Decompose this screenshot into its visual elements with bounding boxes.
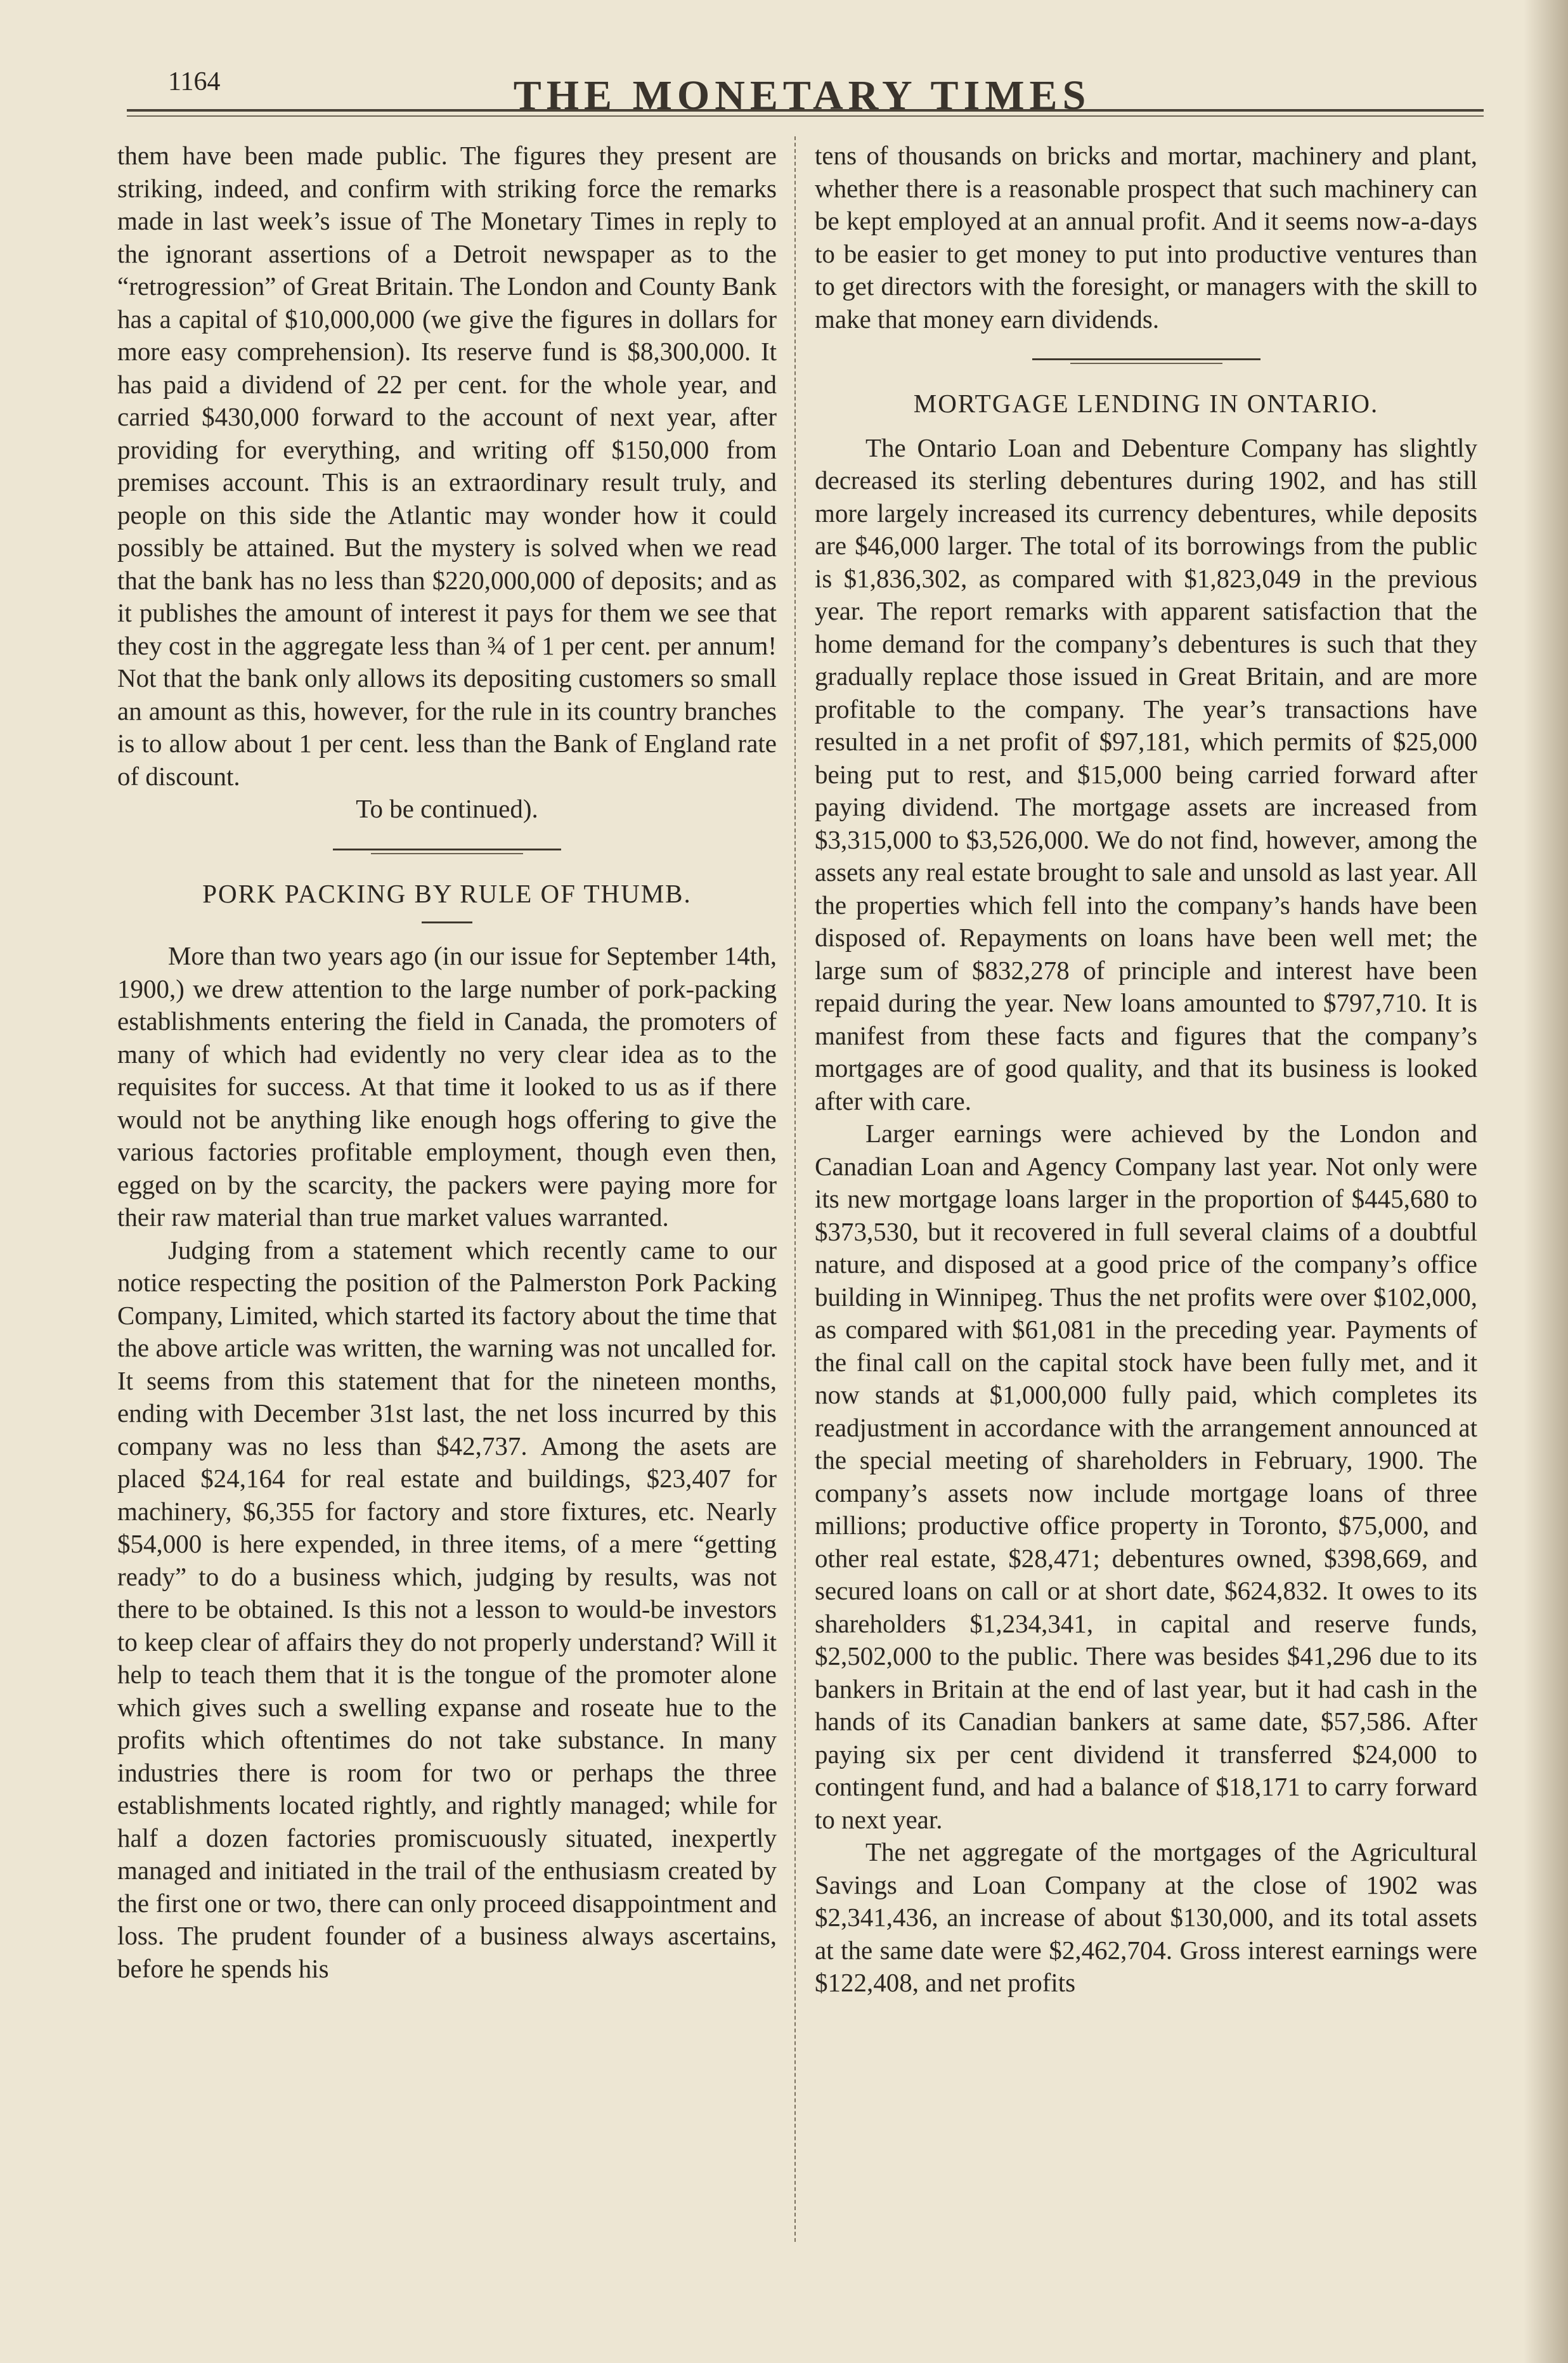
header-rule — [127, 109, 1484, 112]
masthead-title: THE MONETARY TIMES — [513, 72, 1091, 119]
left-column — [117, 140, 777, 1985]
section-divider — [1032, 357, 1260, 366]
page-edge-shadow — [1524, 0, 1568, 2363]
paragraph: tens of thousands on bricks and mortar, machinery and plant, whether there is a reasonable prospect that such machinery can be kept employed at an annual profit. And it seems now-a-days to be easier to get money to put into productive ventures than to get directors with the foresight, or managers with the skill to make that money earn dividends. — [815, 141, 1477, 334]
right-column — [815, 140, 1477, 2000]
column-divider — [794, 136, 796, 2242]
article-heading-pork-packing: PORK PACKING BY RULE OF THUMB. — [202, 878, 692, 908]
continued-note: To be continued). — [356, 794, 538, 823]
heading-dash — [422, 921, 472, 923]
article-heading-mortgage-lending: MORTGAGE LENDING IN ONTARIO. — [913, 389, 1379, 418]
paragraph: Judging from a statement which recently came to our notice respecting the position of the Palmerston Pork Packing Company, Limited, which started its factory about the time that the above article was written, the warning was not uncalled for. It seems from this statement that for the nineteen months, ending with December 31st last, the net loss incurred by this company was no less than $42,737. Among the asets are placed $24,164 for real estate and buildings, $23,407 for machinery, $6,355 for factory and store fixtures, etc. Nearly $54,000 is here expended, in three items, of a mere “getting ready” to do a business which, judging by results, was not there to be obtained. Is this not a lesson to would-be investors to keep clear of affairs they do not properly understand? Will it help to teach them that it is the tongue of the promoter alone which gives such a swelling expanse and roseate hue to the profits which oftentimes do not take substance. In many industries there is room for two or perhaps the three establishments located rightly, and rightly managed; while for half a dozen factories promiscuously situated, inexpertly managed and initiated in the trail of the enthusiasm created by the first one or two, there can only proceed disappointment and loss. The prudent founder of a business always ascertains, before he spends his — [117, 1235, 777, 1983]
paragraph: The net aggregate of the mortgages of the Agricultural Savings and Loan Company at the close of 1902 was $2,341,436, an increase of about $130,000, and its total assets at the same date were $2,462,704. Gross interest earnings were $122,408, and net profits — [815, 1837, 1477, 1997]
header-rule-thin — [127, 115, 1484, 117]
section-divider — [333, 847, 561, 856]
paragraph: More than two years ago (in our issue for September 14th, 1900,) we drew attention to the large number of pork-packing establishments entering the field in Canada, the promoters of many of which had evidently no very clear idea as to the requisites for success. At that time it looked to us as if there would not be anything like enough hogs offering to give the various factories profitable employment, though even then, egged on by the scarcity, the packers were paying more for their raw material than true market values warranted. — [117, 941, 777, 1232]
page-number: 1164 — [168, 67, 221, 96]
article-continuation-text: them have been made public. The figures they present are striking, indeed, and confirm with striking force the remarks made in last week’s issue of The Monetary Times in reply to the ignorant assertions of a Detroit newspaper as to the “retrogression” of Great Britain. The London and County Bank has a capital of $10,000,000 (we give the figures in dollars for more easy comprehension). Its reserve fund is $8,300,000. It has paid a dividend of 22 per cent. for the whole year, and carried $430,000 forward to the account of next year, after providing for everything, and writing off $150,000 from premises account. This is an extraordinary result truly, and people on this side the Atlantic may wonder how it could possibly be attained. But the mystery is solved when we read that the bank has no less than $220,000,000 of deposits; and as it publishes the amount of interest it pays for them we see that they cost in the aggregate less than ¾ of 1 per cent. per annum! Not that the bank only allows its depositing customers so small an amount as this, however, for the rule in its country branches is to allow about 1 per cent. less than the Bank of England rate of discount. — [117, 141, 777, 791]
paragraph: Larger earnings were achieved by the London and Canadian Loan and Agency Company last year. Not only were its new mortgage loans larger in the proportion of $445,680 to $373,530, but it recovered in full several claims of a doubtful nature, and disposed at a good price of the company’s office building in Winnipeg. Thus the net profits were over $102,000, as compared with $61,081 in the preceding year. Payments of the final call on the capital stock have been fully met, and it now stands at $1,000,000 fully paid, which completes its readjustment in accordance with the arrangement announced at the special meeting of shareholders in February, 1900. The company’s assets now include mortgage loans of three millions; productive office property in Toronto, $75,000, and other real estate, $28,471; debentures owned, $398,669, and secured loans on call or at short date, $624,832. It owes to its shareholders $1,234,341, in capital and reserve funds, $2,502,000 to the public. There was besides $41,296 due to its bankers in Britain at the end of last year, but it had cash in the hands of its Canadian bankers at same date, $57,586. After paying six per cent dividend it transferred $24,000 to contingent fund, and had a balance of $18,171 to carry forward to next year. — [815, 1119, 1477, 1834]
paragraph: The Ontario Loan and Debenture Company has slightly decreased its sterling debentures during 1902, and has still more largely increased its currency debentures, while deposits are $46,000 larger. The total of its borrowings from the public is $1,836,302, as compared with $1,823,049 in the previous year. The report remarks with apparent satisfaction that the home demand for the company’s debentures is such that they gradually replace those issued in Great Britain, and are more profitable to the company. The year’s transactions have resulted in a net profit of $97,181, which permits of $25,000 being put to rest, and $15,000 being carried forward after paying dividend. The mortgage assets are increased from $3,315,000 to $3,526,000. We do not find, however, among the assets any real estate brought to sale and unsold as last year. All the properties which fell into the company’s hands have been disposed of. Repayments on loans have been well met; the large sum of $832,278 of principle and interest have been repaid during the year. New loans amounted to $797,710. It is manifest from these facts and figures that the company’s mortgages are of good quality, and that its business is looked after with care. — [815, 433, 1477, 1116]
